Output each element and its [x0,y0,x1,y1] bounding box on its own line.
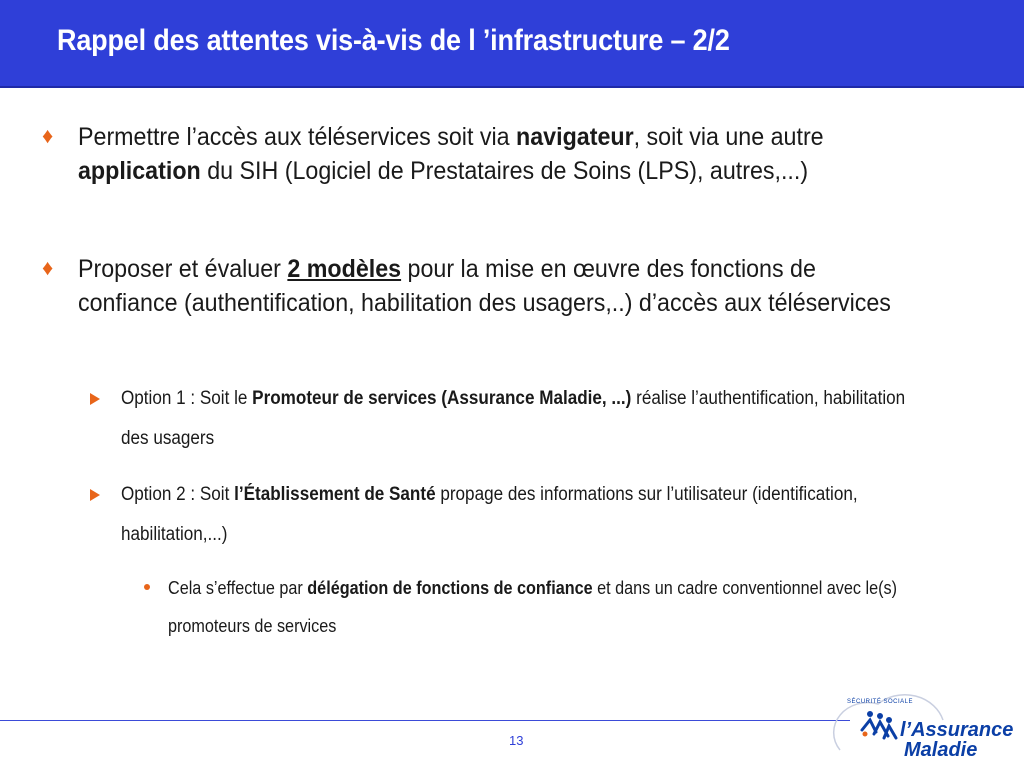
bullet-text: Option 2 : Soit l’Établissement de Santé propage des informations sur l’utilisateur (identification, habilitation,...) [121,484,858,545]
bullet-text: Cela s’effectue par délégation de fonctions de confiance et dans un cadre conventionnel avec le(s) promoteurs de services [168,578,898,636]
diamond-bullet-icon: ♦ [42,123,54,148]
footer-divider [0,720,850,721]
bullet-text: Option 1 : Soit le Promoteur de services (Assurance Maladie, ...) réalise l’authentification, habilitation des usagers [121,388,906,449]
seal-text: SÉCURITÉ SOCIALE [847,699,914,705]
slide-title: Rappel des attentes vis-à-vis de l ’infrastructure – 2/2 [57,24,730,57]
bullet-text: Proposer et évaluer 2 modèles pour la mise en œuvre des fonctions de confiance (authentification, habilitation des usagers,..) d’accès aux téléservices [78,255,891,317]
title-bar [0,0,1024,88]
bullet-text: Permettre l’accès aux téléservices soit via navigateur, soit via une autre application du SIH (Logiciel de Prestataires de Soins (LPS), autres,...) [78,123,824,185]
logo-wordmark: l’Assurance Maladie [900,719,1014,761]
triangle-bullet-icon [90,489,100,501]
dot-bullet-icon [144,584,150,590]
diamond-bullet-icon: ♦ [42,255,54,280]
page-number: 13 [509,733,524,748]
triangle-bullet-icon [90,393,100,405]
